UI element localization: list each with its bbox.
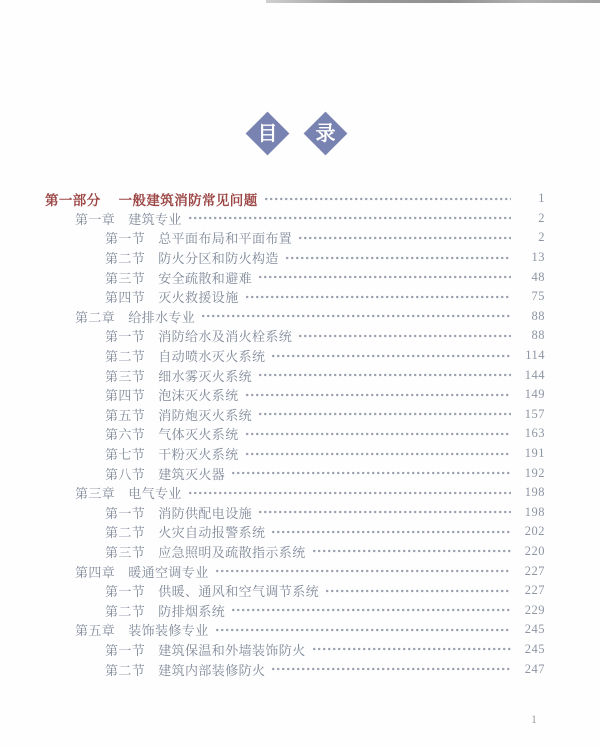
dot-leader (313, 549, 511, 553)
toc-entry-label: 第一节 (105, 584, 146, 600)
toc-entry (45, 503, 545, 523)
toc-entry (45, 346, 545, 366)
toc-entry-title: 消防炮灭火系统 (158, 407, 253, 423)
dot-leader (272, 354, 511, 358)
toc-entry-label: 第一部分 (45, 192, 101, 208)
toc-entry (45, 307, 545, 327)
toc-entry (45, 542, 545, 562)
dot-leader (259, 412, 511, 416)
toc-entry-page: 149 (524, 387, 545, 402)
toc-entry (45, 267, 545, 287)
toc-entry (45, 365, 545, 385)
toc-entry-title: 消防给水及消火栓系统 (158, 329, 293, 345)
toc-entry-title: 建筑内部装修防火 (158, 662, 266, 678)
toc-list (45, 189, 545, 679)
toc-entry-label: 第一节 (105, 505, 146, 521)
toc-entry-page: 227 (524, 583, 545, 598)
toc-entry-page: 2 (538, 210, 545, 225)
dot-leader (299, 236, 511, 240)
toc-entry (45, 248, 545, 268)
toc-entry-label: 第五章 (75, 623, 116, 639)
toc-entry-title: 自动喷水灭火系统 (158, 349, 266, 365)
toc-entry (45, 463, 545, 483)
toc-entry-page: 144 (524, 367, 545, 382)
toc-entry-label: 第一节 (105, 231, 146, 247)
toc-entry-page: 114 (525, 348, 545, 363)
dot-leader (246, 295, 511, 299)
toc-entry (45, 600, 545, 620)
toc-entry (45, 581, 545, 601)
toc-entry (45, 561, 545, 581)
title-diamond-icon (245, 112, 289, 156)
toc-entry-title: 细水雾灭火系统 (158, 368, 253, 384)
toc-entry-page: 2 (538, 230, 545, 245)
toc-entry-title: 干粉灭火系统 (158, 447, 239, 463)
toc-entry (45, 228, 545, 248)
toc-entry-page: 157 (524, 406, 545, 421)
toc-entry (45, 640, 545, 660)
dot-leader (272, 530, 511, 534)
toc-entry-title: 防火分区和防火构造 (158, 251, 279, 267)
toc-entry-label: 第二节 (105, 662, 146, 678)
toc-entry-label: 第三节 (105, 544, 146, 560)
toc-entry-title: 总平面布局和平面布置 (158, 231, 293, 247)
page-number: 1 (531, 712, 537, 726)
toc-entry-title: 装饰装修专业 (128, 623, 209, 639)
toc-entry (45, 326, 545, 346)
toc-entry (45, 385, 545, 405)
toc-entry-page: 88 (531, 308, 545, 323)
toc-entry-title: 建筑灭火器 (158, 466, 226, 482)
toc-entry-label: 第四章 (75, 564, 116, 580)
toc-entry (45, 620, 545, 640)
page-title (0, 118, 596, 149)
toc-entry-title: 安全疏散和避难 (158, 270, 253, 286)
toc-entry-title: 灭火救援设施 (158, 290, 239, 306)
toc-entry-page: 13 (531, 250, 545, 265)
dot-leader (189, 491, 511, 495)
toc-entry-label: 第二章 (75, 309, 116, 325)
dot-leader (265, 197, 511, 201)
toc-entry-label: 第二节 (105, 525, 146, 541)
toc-entry-label: 第一章 (75, 211, 116, 227)
toc-entry-label: 第八节 (105, 466, 146, 482)
toc-entry-label: 第四节 (105, 388, 146, 404)
toc-entry (45, 287, 545, 307)
toc-entry-label: 第三节 (105, 270, 146, 286)
toc-entry-title: 供暖、通风和空气调节系统 (158, 584, 320, 600)
toc-entry-title: 建筑保温和外墙装饰防火 (158, 642, 306, 658)
toc-entry-title: 消防供配电设施 (158, 505, 253, 521)
toc-entry-label: 第五节 (105, 407, 146, 423)
dot-leader (246, 393, 511, 397)
toc-entry-page: 75 (531, 289, 545, 304)
toc-entry-page: 1 (538, 191, 545, 206)
toc-entry (45, 444, 545, 464)
dot-leader (216, 628, 511, 632)
title-char-lu: 录 (315, 122, 335, 145)
toc-entry-page: 163 (524, 426, 545, 441)
toc-entry-page: 191 (524, 446, 545, 461)
toc-entry-page: 227 (524, 563, 545, 578)
toc-entry-page: 245 (524, 622, 545, 637)
toc-entry-page: 220 (524, 543, 545, 558)
toc-entry-page: 48 (531, 269, 545, 284)
toc-entry (45, 209, 545, 229)
toc-entry-page: 198 (524, 485, 545, 500)
toc-entry-page: 202 (524, 524, 545, 539)
toc-entry-title: 电气专业 (128, 486, 182, 502)
toc-entry-title: 一般建筑消防常见问题 (118, 192, 258, 208)
toc-entry (45, 189, 545, 209)
toc-entry-page: 229 (524, 602, 545, 617)
dot-leader (313, 647, 511, 651)
toc-entry-label: 第三章 (75, 486, 116, 502)
toc-entry-page: 192 (524, 465, 545, 480)
dot-leader (259, 373, 511, 377)
toc-entry (45, 424, 545, 444)
dot-leader (259, 510, 511, 514)
toc-entry-page: 198 (524, 504, 545, 519)
scan-artifact-top-edge (266, 0, 600, 3)
toc-entry-label: 第六节 (105, 427, 146, 443)
dot-leader (326, 589, 511, 593)
dot-leader (272, 667, 511, 671)
toc-entry-page: 245 (524, 641, 545, 656)
title-diamond-icon (303, 112, 347, 156)
dot-leader (216, 569, 511, 573)
toc-entry-label: 第一节 (105, 329, 146, 345)
toc-entry-title: 泡沫灭火系统 (158, 388, 239, 404)
dot-leader (299, 334, 511, 338)
toc-entry (45, 405, 545, 425)
toc-entry-page: 88 (531, 328, 545, 343)
toc-entry-title: 应急照明及疏散指示系统 (158, 544, 306, 560)
dot-leader (286, 256, 511, 260)
toc-entry-page: 247 (524, 661, 545, 676)
toc-entry-label: 第一节 (105, 642, 146, 658)
toc-entry-title: 火灾自动报警系统 (158, 525, 266, 541)
dot-leader (232, 471, 511, 475)
dot-leader (202, 314, 511, 318)
dot-leader (189, 216, 511, 220)
dot-leader (232, 608, 511, 612)
toc-entry (45, 483, 545, 503)
toc-entry-title: 气体灭火系统 (158, 427, 239, 443)
toc-entry-title: 防排烟系统 (158, 603, 226, 619)
toc-entry (45, 659, 545, 679)
toc-entry-label: 第二节 (105, 349, 146, 365)
dot-leader (246, 452, 511, 456)
toc-entry-title: 建筑专业 (128, 211, 182, 227)
title-char-mu: 目 (257, 122, 277, 145)
toc-entry-label: 第四节 (105, 290, 146, 306)
toc-entry-label: 第二节 (105, 251, 146, 267)
toc-entry (45, 522, 545, 542)
dot-leader (259, 275, 511, 279)
dot-leader (246, 432, 511, 436)
toc-entry-title: 给排水专业 (128, 309, 196, 325)
toc-entry-label: 第二节 (105, 603, 146, 619)
toc-entry-title: 暖通空调专业 (128, 564, 209, 580)
toc-entry-label: 第七节 (105, 447, 146, 463)
toc-entry-label: 第三节 (105, 368, 146, 384)
